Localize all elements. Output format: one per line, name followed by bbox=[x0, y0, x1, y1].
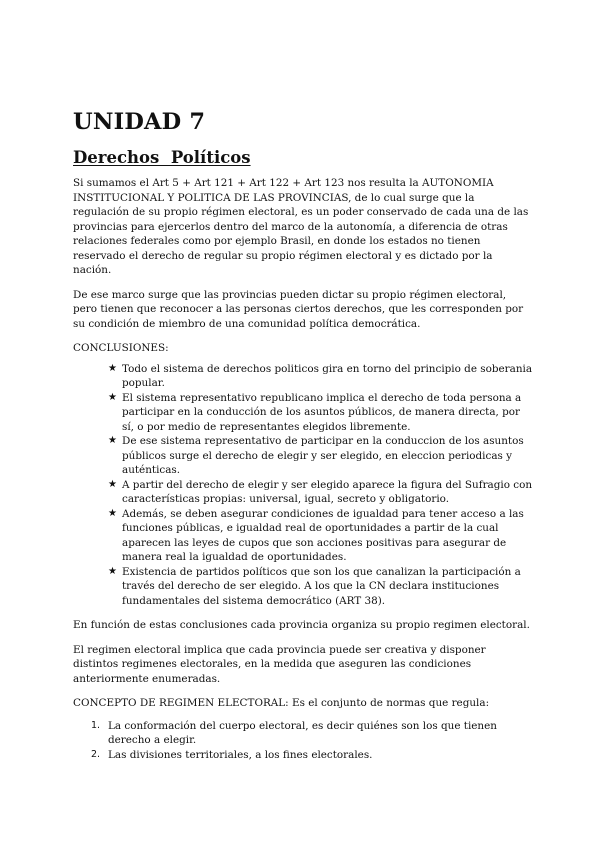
item-number: 2. bbox=[91, 748, 101, 760]
list-item-text: Existencia de partidos políticos que son los que canalizan la participación a través del derecho de ser elegido. A los que la CN declara instituciones fundamentales del sistema democrático (ART 38). bbox=[122, 565, 521, 607]
conclusions-heading: CONCLUSIONES: bbox=[73, 342, 169, 354]
list-item bbox=[108, 362, 533, 391]
list-item-text: Además, se deben asegurar condiciones de igualdad para tener acceso a las funciones públicas, e igualdad real de oportunidades a partir de la cual aparecen las leyes de cupos que son acciones positivas para asegurar de manera real la igualdad de oportunidades. bbox=[122, 507, 524, 563]
list-item-text: La conformación del cuerpo electoral, es decir quiénes son los que tienen derecho a elegir. bbox=[108, 719, 497, 746]
list-item-text: Las divisiones territoriales, a los fines electorales. bbox=[108, 748, 373, 761]
section-title: Derechos Políticos bbox=[73, 148, 251, 167]
list-item bbox=[108, 478, 533, 507]
star-bullet-icon: ★ bbox=[108, 362, 117, 374]
star-bullet-icon: ★ bbox=[108, 435, 117, 446]
list-item-text: De ese sistema representativo de participar en la conduccion de los asuntos públicos surge el derecho de elegir y ser elegido, en eleccion periodicas y auténticas. bbox=[122, 435, 524, 476]
concept-list bbox=[73, 719, 533, 763]
item-number: 1. bbox=[91, 719, 101, 731]
star-bullet-icon: ★ bbox=[108, 565, 117, 577]
conclusions-list bbox=[73, 362, 533, 609]
star-bullet-icon: ★ bbox=[108, 478, 117, 490]
list-item bbox=[108, 507, 533, 565]
paragraph-regime: El regimen electoral implica que cada provincia puede ser creativa y disponer distintos regimenes electorales, en la medida que aseguren las condiciones anteriormente enumeradas. bbox=[73, 643, 486, 685]
unit-title: UNIDAD 7 bbox=[73, 109, 206, 135]
list-item-text: A partir del derecho de elegir y ser elegido aparece la figura del Sufragio con características propias: universal, igual, secreto y obligatorio. bbox=[122, 478, 533, 505]
list-item bbox=[108, 391, 533, 435]
list-item bbox=[91, 719, 533, 748]
concept-line: CONCEPTO DE REGIMEN ELECTORAL: Es el conjunto de normas que regula: bbox=[73, 697, 490, 709]
paragraph-autonomy: Si sumamos el Art 5 + Art 121 + Art 122 + Art 123 nos resulta la AUTONOMIA INSTITUCIONAL Y POLITICA DE LAS PROVINCIAS, de lo cual surge que la regulación de su propio régimen electoral, es un poder conservado de cada una de las provincias para ejercerlos dentro del marco de la autonomía, a diferencia de otras relaciones federales como por ejemplo Brasil, en donde los estados no tienen reservado el derecho de regular su propio régimen electoral y es dictado por la nación. bbox=[73, 177, 529, 276]
list-item-text: El sistema representativo republicano implica el derecho de toda persona a participar en la conducción de los asuntos públicos, de manera directa, por sí, o por medio de representantes elegidos libremente. bbox=[122, 391, 522, 433]
document-page bbox=[73, 108, 533, 762]
paragraph-function: En función de estas conclusiones cada provincia organiza su propio regimen electoral. bbox=[73, 619, 530, 631]
paragraph-rights: De ese marco surge que las provincias pueden dictar su propio régimen electoral, pero tienen que reconocer a las personas ciertos derechos, que les corresponden por su condición de miembro de una comunidad política democrática. bbox=[73, 288, 524, 330]
list-item bbox=[108, 565, 533, 609]
star-bullet-icon: ★ bbox=[108, 391, 117, 403]
list-item-text: Todo el sistema de derechos politicos gira en torno del principio de soberania popular. bbox=[122, 362, 533, 389]
list-item bbox=[108, 434, 533, 478]
star-bullet-icon: ★ bbox=[108, 507, 117, 519]
list-item bbox=[91, 748, 533, 763]
